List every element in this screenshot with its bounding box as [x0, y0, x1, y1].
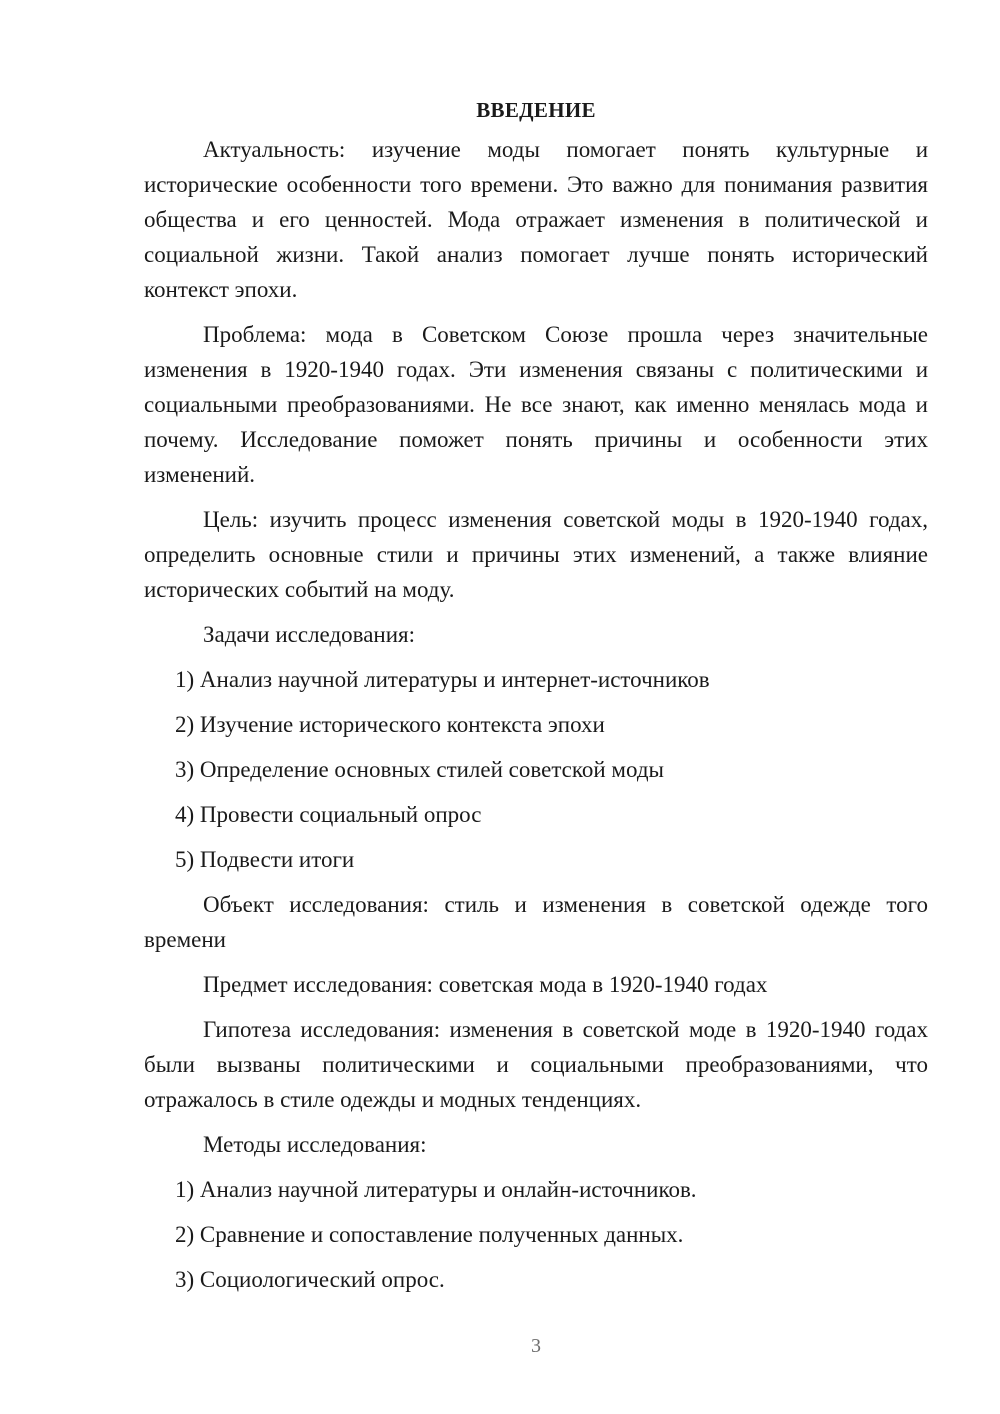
list-item: 5) Подвести итоги — [175, 847, 355, 872]
list-item: 2) Сравнение и сопоставление полученных данных. — [175, 1222, 684, 1247]
relevance-paragraph: Актуальность: изучение моды помогает понять культурные и исторические особенности того времени. Это важно для понимания развития общества и его ценностей. Мода отражает изменения в политической и социальной жизни. Такой анализ помогает лучше понять исторический контекст эпохи. — [144, 137, 928, 302]
section-title: ВВЕДЕНИЕ — [476, 98, 596, 122]
list-item: 1) Анализ научной литературы и онлайн-источников. — [175, 1177, 697, 1202]
list-item: 1) Анализ научной литературы и интернет-источников — [175, 667, 710, 692]
methods-heading: Методы исследования: — [203, 1132, 427, 1157]
object-paragraph: Объект исследования: стиль и изменения в советской одежде того времени — [144, 892, 928, 952]
page-body — [144, 92, 928, 1307]
list-item: 4) Провести социальный опрос — [175, 802, 482, 827]
problem-paragraph: Проблема: мода в Советском Союзе прошла через значительные изменения в 1920-1940 годах. Эти изменения связаны с политическими и социальными преобразованиями. Не все знают, как именно менялась мода и почему. Исследование поможет понять причины и особенности этих изменений. — [144, 322, 928, 487]
methods-list — [144, 1172, 928, 1297]
goal-paragraph: Цель: изучить процесс изменения советской моды в 1920-1940 годах, определить основные стили и причины этих изменений, а также влияние исторических событий на моду. — [144, 507, 928, 602]
page-number: 3 — [531, 1335, 541, 1357]
subject-paragraph: Предмет исследования: советская мода в 1920-1940 годах — [203, 972, 768, 997]
tasks-list — [144, 662, 928, 877]
list-item: 2) Изучение исторического контекста эпохи — [175, 712, 605, 737]
tasks-heading: Задачи исследования: — [203, 622, 416, 647]
hypothesis-paragraph: Гипотеза исследования: изменения в советской моде в 1920-1940 годах были вызваны политическими и социальными преобразованиями, что отражалось в стиле одежды и модных тенденциях. — [144, 1017, 928, 1112]
list-item: 3) Определение основных стилей советской моды — [175, 757, 664, 782]
list-item: 3) Социологический опрос. — [175, 1267, 445, 1292]
